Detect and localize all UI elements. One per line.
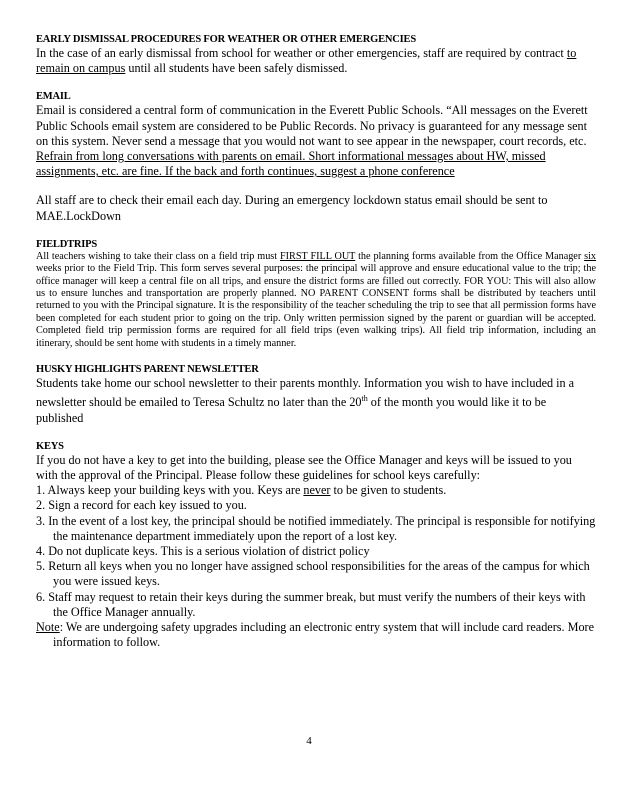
first-fill-out-underlined: FIRST FILL OUT <box>280 250 356 262</box>
email-guidance-underlined: Refrain from long conversations with parents on email. Short informational messages about HW, missed assignments, etc. are fine. If the back and forth continues, suggest a phone conference <box>36 149 546 179</box>
email-paragraph: Email is considered a central form of communication in the Everett Public Schools. “All messages on the Everett Public Schools email system are considered to be Public Records. No privacy is guaranteed for any message sent on this system. Never send a message that you would not want to see appear in the newspaper, court records, etc. Refrain from long conversations with parents on email. Short informational messages about HW, missed assignments, etc. are fine. If the back and forth continues, suggest a phone conference <box>36 103 588 179</box>
fieldtrips-heading: FIELDTRIPS <box>36 238 98 250</box>
keys-guidelines-list <box>36 483 596 620</box>
keys-item-6: 6. Staff may request to retain their keys during the summer break, but must verify the numbers of their keys with the Office Manager annually. <box>36 589 586 619</box>
keys-note: Note: We are undergoing safety upgrades including an electronic entry system that will include card readers. More information to follow. <box>36 619 594 650</box>
remain-on-campus-underlined: to remain on campus <box>36 46 577 76</box>
fieldtrips-paragraph: All teachers wishing to take their class on a field trip must FIRST FILL OUT the planning forms available from the Office Manager six weeks prior to the Field Trip. This form serves several purposes: the principal will approve and ensure educational value to the trip; the office manager will keep a central file on all trips, and ensure the district forms are filled out correctly. FOR YOU: This will also allow us to ensure lunches and transportation are properly planned. NO PARENT CONSENT forms shall be distributed by teachers until returned to you with the Principal signature. It is the responsibility of the teacher scheduling the trip to see that all permission forms have been completed for each student prior to going on the trip. Only written permission signed by the parent or guardian will be accepted. Completed field trip permission forms are required for all field trips (even walking trips). All field trip information, including an itinerary, should be sent home with students in a timely manner. <box>36 250 597 349</box>
six-underlined: six <box>584 250 597 262</box>
never-underlined: never <box>303 483 331 498</box>
keys-item-4: 4. Do not duplicate keys. This is a serious violation of district policy <box>36 543 370 558</box>
ordinal-suffix: th <box>361 394 368 404</box>
document-page <box>36 33 596 650</box>
keys-item-5: 5. Return all keys when you no longer have assigned school responsibilities for the areas of the campus for which you were issued keys. <box>36 559 590 589</box>
keys-item-3: 3. In the event of a lost key, the principal should be notified immediately. The principal is responsible for notifying the maintenance department immediately upon the report of a lost key. <box>36 513 596 543</box>
keys-heading: KEYS <box>36 440 64 452</box>
note-label: Note <box>36 619 60 634</box>
early-dismissal-paragraph: In the case of an early dismissal from school for weather or other emergencies, staff are required by contract to remain on campus until all students have been safely dismissed. <box>36 46 577 76</box>
keys-item-1: 1. Always keep your building keys with you. Keys are never to be given to students. <box>36 483 447 498</box>
husky-highlights-paragraph: Students take home our school newsletter to their parents monthly. Information you wish to have included in a newsletter should be emailed to Teresa Schultz no later than the 20th of the month you would like it to be published <box>36 376 575 425</box>
early-dismissal-heading: EARLY DISMISSAL PROCEDURES FOR WEATHER OR OTHER EMERGENCIES <box>36 34 416 45</box>
keys-intro: If you do not have a key to get into the building, please see the Office Manager and keys will be issued to you with the approval of the Principal. Please follow these guidelines for school keys carefully: <box>36 452 572 482</box>
keys-item-2: 2. Sign a record for each key issued to you. <box>36 498 247 513</box>
page-number: 4 <box>306 735 312 747</box>
husky-highlights-heading: HUSKY HIGHLIGHTS PARENT NEWSLETTER <box>36 364 259 376</box>
email-check-paragraph: All staff are to check their email each day. During an emergency lockdown status email should be sent to MAE.LockDown <box>36 193 548 223</box>
email-heading: EMAIL <box>36 91 71 103</box>
